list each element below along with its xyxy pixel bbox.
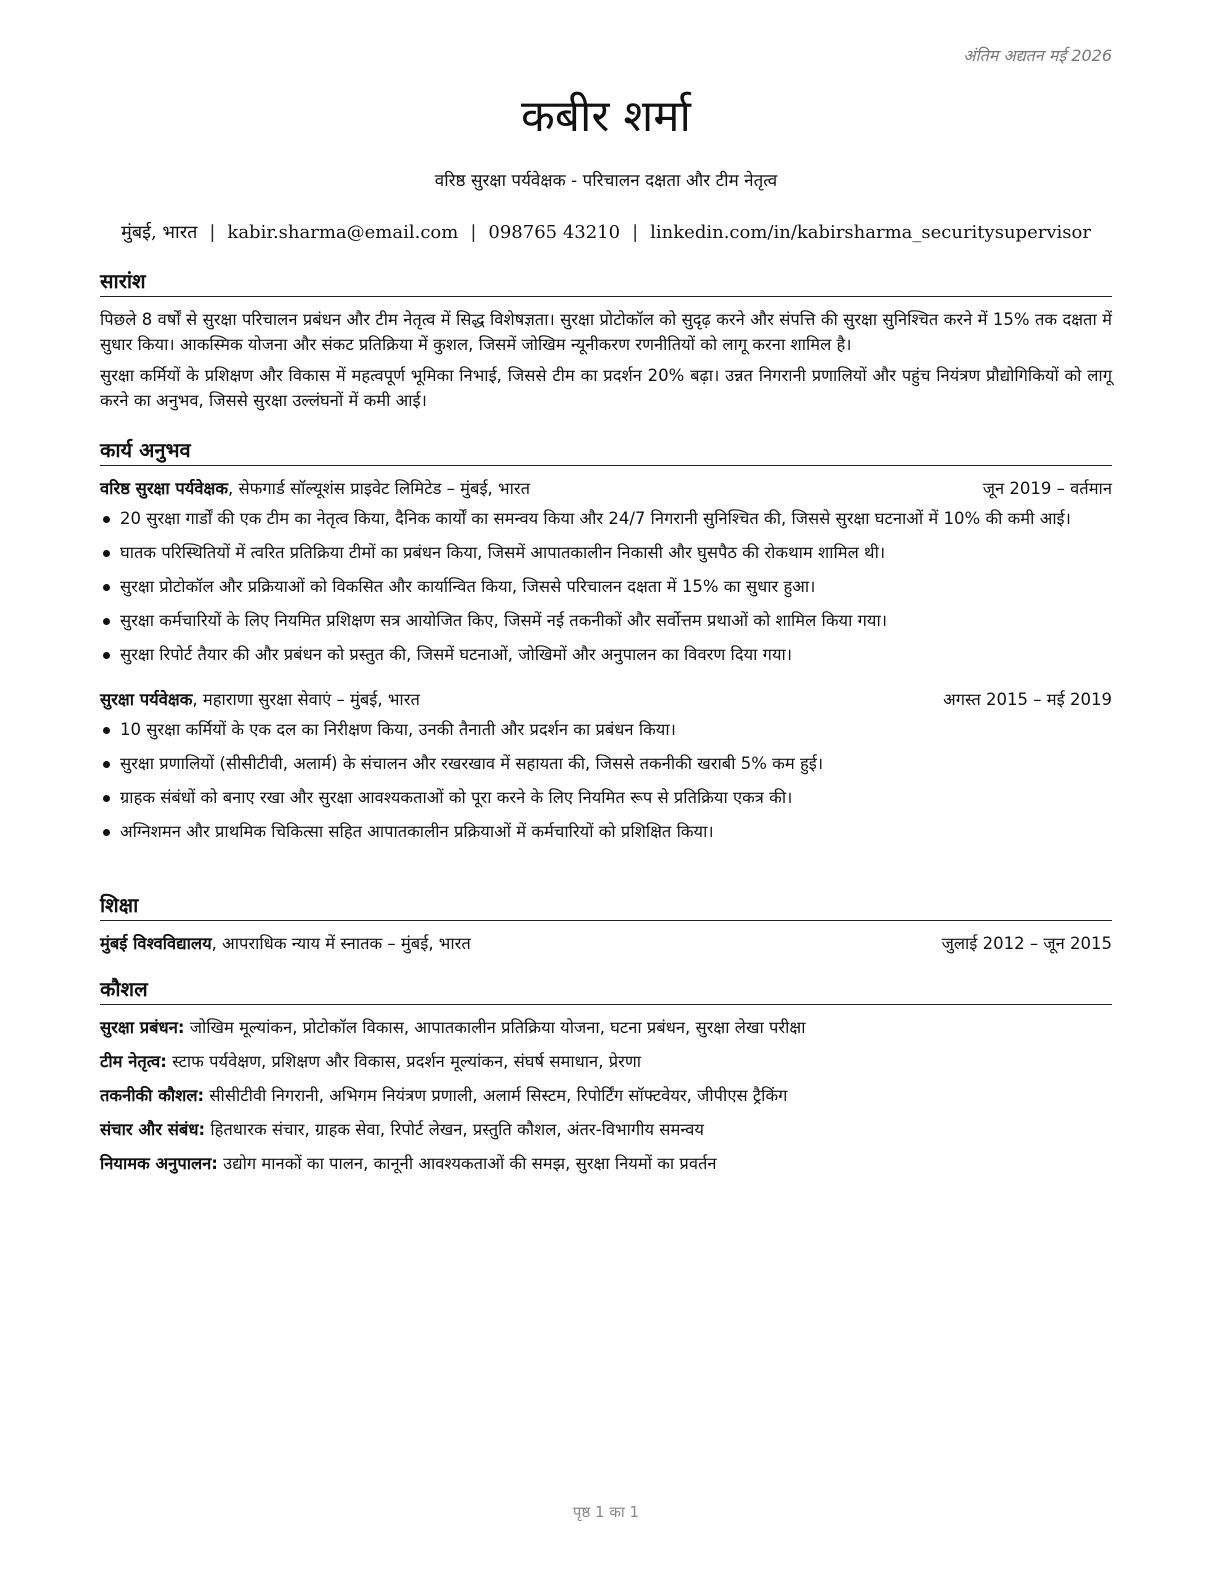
skill-list: स्टाफ पर्यवेक्षण, प्रशिक्षण और विकास, प्रदर्शन मूल्यांकन, संघर्ष समाधान, प्रेरणा [166, 1052, 642, 1071]
job-dates: अगस्त 2015 – मई 2019 [943, 690, 1112, 709]
section-title-experience: कार्य अनुभव [100, 437, 1112, 466]
job-organization: , महाराणा सुरक्षा सेवाएं – मुंबई, भारत [192, 690, 420, 709]
contact-line [100, 220, 1112, 244]
summary-section [100, 268, 1112, 419]
skill-category: टीम नेतृत्व: [100, 1052, 167, 1071]
degree: , आपराधिक न्याय में स्नातक – मुंबई, भारत [211, 934, 471, 953]
contact-phone: 098765 43210 [488, 222, 621, 243]
tagline: वरिष्ठ सुरक्षा पर्यवेक्षक - परिचालन दक्षता और टीम नेतृत्व [434, 171, 778, 191]
section-title-skills: कौशल [100, 976, 1112, 1005]
skill-row [100, 1117, 1112, 1142]
bullet-item: 10 सुरक्षा कर्मियों के एक दल का निरीक्षण किया, उनकी तैनाती और प्रदर्शन का प्रबंधन किया। [100, 717, 1112, 742]
education-entry [100, 931, 1112, 957]
skill-list: सीसीटीवी निगरानी, अभिगम नियंत्रण प्रणाली, अलार्म सिस्टम, रिपोर्टिंग सॉफ्टवेयर, जीपीएस ट्रैकिंग [204, 1086, 788, 1105]
bullet-item: सुरक्षा प्रोटोकॉल और प्रक्रियाओं को विकसित और कार्यान्वित किया, जिससे परिचालन दक्षता में 15% का सुधार हुआ। [100, 574, 1112, 599]
skill-row [100, 1015, 1112, 1040]
separator: | [209, 222, 216, 243]
bullet-item: ग्राहक संबंधों को बनाए रखा और सुरक्षा आवश्यकताओं को पूरा करने के लिए नियमित रूप से प्रतिक्रिया एकत्र की। [100, 785, 1112, 810]
school-name: मुंबई विश्वविद्यालय [100, 934, 212, 953]
resume-page [100, 0, 1112, 1584]
skill-category: संचार और संबंध: [100, 1120, 206, 1139]
skills-section [100, 976, 1112, 1185]
skill-row [100, 1049, 1112, 1074]
skill-row [100, 1083, 1112, 1108]
skill-category: तकनीकी कौशल: [100, 1086, 205, 1105]
job-bullets [100, 717, 1112, 844]
skill-category: सुरक्षा प्रबंधन: [100, 1018, 185, 1037]
job-organization: , सेफगार्ड सॉल्यूशंस प्राइवेट लिमिटेड – मुंबई, भारत [228, 479, 531, 498]
bullet-item: सुरक्षा कर्मचारियों के लिए नियमित प्रशिक्षण सत्र आयोजित किए, जिसमें नई तकनीकों और सर्वोत्तम प्रथाओं को शामिल किया गया। [100, 608, 1112, 633]
contact-email[interactable]: kabir.sharma@email.com [227, 222, 459, 243]
section-title-education: शिक्षा [100, 892, 1112, 921]
experience-section [100, 437, 1112, 853]
job-title: सुरक्षा पर्यवेक्षक [100, 690, 193, 709]
bullet-item: अग्निशमन और प्राथमिक चिकित्सा सहित आपातकालीन प्रक्रियाओं में कर्मचारियों को प्रशिक्षित किया। [100, 819, 1112, 844]
skill-list: उद्योग मानकों का पालन, कानूनी आवश्यकताओं की समझ, सुरक्षा नियमों का प्रवर्तन [217, 1154, 717, 1173]
contact-linkedin[interactable]: linkedin.com/in/kabirsharma_securitysupervisor [650, 222, 1091, 243]
bullet-item: 20 सुरक्षा गार्डों की एक टीम का नेतृत्व किया, दैनिक कार्यों का समन्वय किया और 24/7 निगरानी सुनिश्चित की, जिससे सुरक्षा घटनाओं में 10% की कमी आई। [100, 506, 1112, 531]
job-title: वरिष्ठ सुरक्षा पर्यवेक्षक [100, 479, 229, 498]
skill-category: नियामक अनुपालन: [100, 1154, 218, 1173]
job-header [100, 687, 1112, 713]
separator: | [470, 222, 477, 243]
job-dates: जून 2019 – वर्तमान [982, 479, 1112, 498]
education-section [100, 892, 1112, 957]
bullet-item: सुरक्षा रिपोर्ट तैयार की और प्रबंधन को प्रस्तुत की, जिसमें घटनाओं, जोखिमों और अनुपालन का विवरण दिया गया। [100, 642, 1112, 667]
skill-list: हितधारक संचार, ग्राहक सेवा, रिपोर्ट लेखन, प्रस्तुति कौशल, अंतर-विभागीय समन्वय [205, 1120, 705, 1139]
education-dates: जुलाई 2012 – जून 2015 [941, 934, 1112, 953]
summary-paragraph: पिछले 8 वर्षों से सुरक्षा परिचालन प्रबंधन और टीम नेतृत्व में सिद्ध विशेषज्ञता। सुरक्षा प्रोटोकॉल को सुदृढ़ करने और संपत्ति की सुरक्षा सुनिश्चित करने में 15% तक दक्षता में सुधार किया। आकस्मिक योजना और संकट प्रतिक्रिया में कुशल, जिसमें जोखिम न्यूनीकरण रणनीतियों को लागू करना शामिल है। [100, 310, 1112, 354]
job-bullets [100, 506, 1112, 667]
job-entry [100, 687, 1112, 844]
bullet-item: घातक परिस्थितियों में त्वरित प्रतिक्रिया टीमों का प्रबंधन किया, जिसमें आपातकालीन निकासी और घुसपैठ की रोकथाम शामिल थी। [100, 540, 1112, 565]
separator: | [632, 222, 639, 243]
section-title-summary: सारांश [100, 268, 1112, 297]
last-updated: अंतिम अद्यतन मई 2026 [963, 46, 1112, 65]
bullet-item: सुरक्षा प्रणालियों (सीसीटीवी, अलार्म) के संचालन और रखरखाव में सहायता की, जिससे तकनीकी खराबी 5% कम हुई। [100, 751, 1112, 776]
summary-paragraph: सुरक्षा कर्मियों के प्रशिक्षण और विकास में महत्वपूर्ण भूमिका निभाई, जिससे टीम का प्रदर्शन 20% बढ़ा। उन्नत निगरानी प्रणालियों और पहुंच नियंत्रण प्रौद्योगिकियों को लागू करने का अनुभव, जिससे सुरक्षा उल्लंघनों में कमी आई। [100, 366, 1112, 410]
skill-list: जोखिम मूल्यांकन, प्रोटोकॉल विकास, आपातकालीन प्रतिक्रिया योजना, घटना प्रबंधन, सुरक्षा लेखा परीक्षा [184, 1018, 806, 1037]
page-number: पृष्ठ 1 का 1 [572, 1503, 640, 1521]
candidate-name: कबीर शर्मा [521, 91, 691, 142]
job-header [100, 476, 1112, 502]
contact-location: मुंबई, भारत [121, 222, 198, 243]
job-entry [100, 476, 1112, 667]
skill-row [100, 1151, 1112, 1176]
